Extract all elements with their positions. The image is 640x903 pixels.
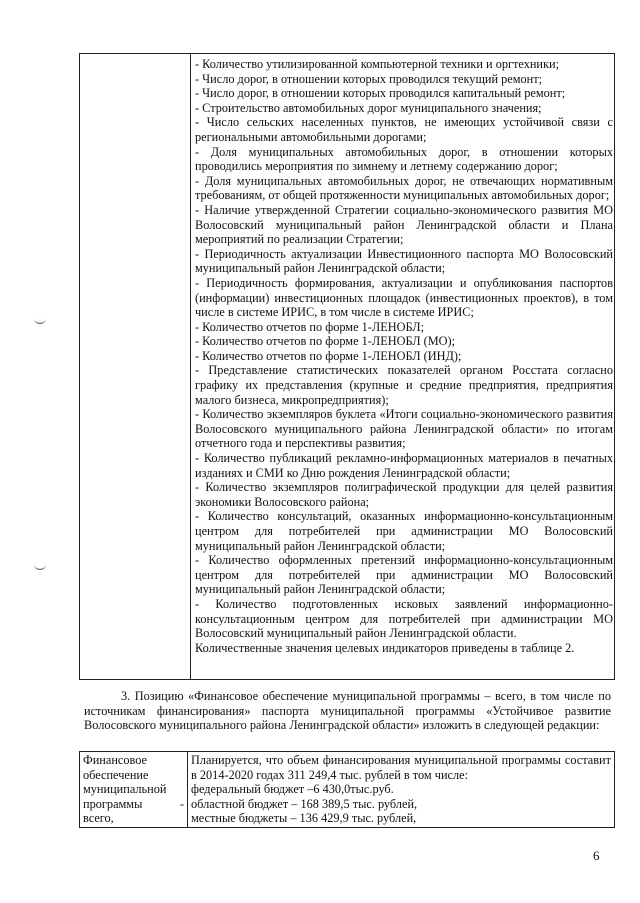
label-line: муниципальной bbox=[83, 782, 167, 797]
list-item: - Количество публикаций рекламно-информационных материалов в печатных изданиях и СМИ ко Дню рождения Ленинградской области; bbox=[195, 451, 613, 480]
list-item: - Количество экземпляров полиграфической продукции для целей развития экономики Волосовского района; bbox=[195, 480, 613, 509]
list-item: - Количество консультаций, оказанных информационно-консультационным центром для потребителей при администрации МО Волосовский муниципальный район Ленинградской области; bbox=[195, 509, 613, 553]
list-item: - Доля муниципальных автомобильных дорог, не отвечающих нормативным требованиям, от общей протяженности муниципальных автомобильных дорог; bbox=[195, 173, 613, 203]
list-item: - Наличие утвержденной Стратегии социально-экономического развития МО Волосовский муниципальный район Ленинградской области и Плана мероприятий по реализации Стратегии; bbox=[195, 202, 613, 247]
body-paragraph: 3. Позицию «Финансовое обеспечение муниципальной программы – всего, в том числе по источникам финансирования» паспорта муниципальной программы «Устойчивое развитие Волосовского муниципального района Ленинградской области» изложить в следующей редакции: bbox=[84, 689, 611, 733]
list-item: - Количество экземпляров буклета «Итоги социально-экономического развития Волосовского муниципального района Ленинградской области» по итогам отчетного года и перспективы развития; bbox=[195, 407, 613, 451]
list-item: - Количество отчетов по форме 1-ЛЕНОБЛ; bbox=[195, 319, 424, 334]
list-item: - Количество отчетов по форме 1-ЛЕНОБЛ (МО); bbox=[195, 334, 456, 349]
financing-label-cell bbox=[80, 752, 188, 828]
list-item: - Строительство автомобильных дорог муниципального значения; bbox=[195, 100, 542, 115]
list-item: - Периодичность актуализации Инвестиционного паспорта МО Волосовский муниципальный район Ленинградской области; bbox=[195, 246, 613, 276]
table-row bbox=[80, 752, 615, 828]
indicators-list bbox=[195, 57, 613, 655]
table-column-divider bbox=[190, 54, 191, 679]
list-item: - Доля муниципальных автомобильных дорог, в отношении которых проводились мероприятия по зимнему и летнему содержанию дорог; bbox=[195, 144, 613, 174]
list-item: - Количество оформленных претензий информационно-консультационным центром для потребителей при администрации МО Волосовский муниципальный район Ленинградской области; bbox=[195, 553, 613, 597]
financing-table bbox=[79, 751, 615, 828]
value-line: Планируется, что объем финансирования муниципальной программы составит в 2014-2020 годах 311 249,4 тыс. рублей в том числе: bbox=[191, 753, 611, 782]
label-line: программы - bbox=[83, 796, 184, 811]
list-item: - Периодичность формирования, актуализации и опубликования паспортов (информации) инвестиционных площадок (инвестиционных проектов), в том числе в системе ИРИС, в том числе в системе ИРИС; bbox=[195, 275, 613, 320]
label-line: Финансовое bbox=[83, 753, 148, 767]
list-item: - Количество отчетов по форме 1-ЛЕНОБЛ (ИНД); bbox=[195, 348, 462, 363]
binder-hole-mark bbox=[34, 563, 46, 570]
list-item: - Число дорог, в отношении которых проводился текущий ремонт; bbox=[195, 71, 543, 86]
binder-hole-mark bbox=[34, 317, 46, 324]
financing-value-cell bbox=[188, 752, 615, 828]
label-line: всего, bbox=[83, 811, 114, 826]
list-item: - Число дорог, в отношении которых проводился капитальный ремонт; bbox=[195, 86, 566, 101]
label-line: обеспечение bbox=[83, 767, 149, 782]
list-item-summary: Количественные значения целевых индикаторов приведены в таблице 2. bbox=[195, 640, 575, 655]
list-item: - Количество утилизированной компьютерной техники и оргтехники; bbox=[195, 57, 559, 71]
value-line: местные бюджеты – 136 429,9 тыс. рублей, bbox=[191, 811, 417, 826]
indicators-table bbox=[79, 53, 615, 680]
list-item: - Число сельских населенных пунктов, не имеющих устойчивой связи с региональными автомобильными дорогами; bbox=[195, 115, 613, 144]
value-line: областной бюджет – 168 389,5 тыс. рублей, bbox=[191, 796, 418, 811]
list-item: - Представление статистических показателей органом Росстата согласно графику их представления (крупные и средние предприятия, предприятия малого бизнеса, микропредприятия); bbox=[195, 363, 613, 407]
value-line: федеральный бюджет –6 430,0тыс.руб. bbox=[191, 782, 394, 797]
page-number: 6 bbox=[593, 848, 600, 863]
list-item: - Количество подготовленных исковых заявлений информационно-консультационным центром для потребителей при администрации МО Волосовский муниципальный район Ленинградской области. bbox=[195, 596, 613, 641]
